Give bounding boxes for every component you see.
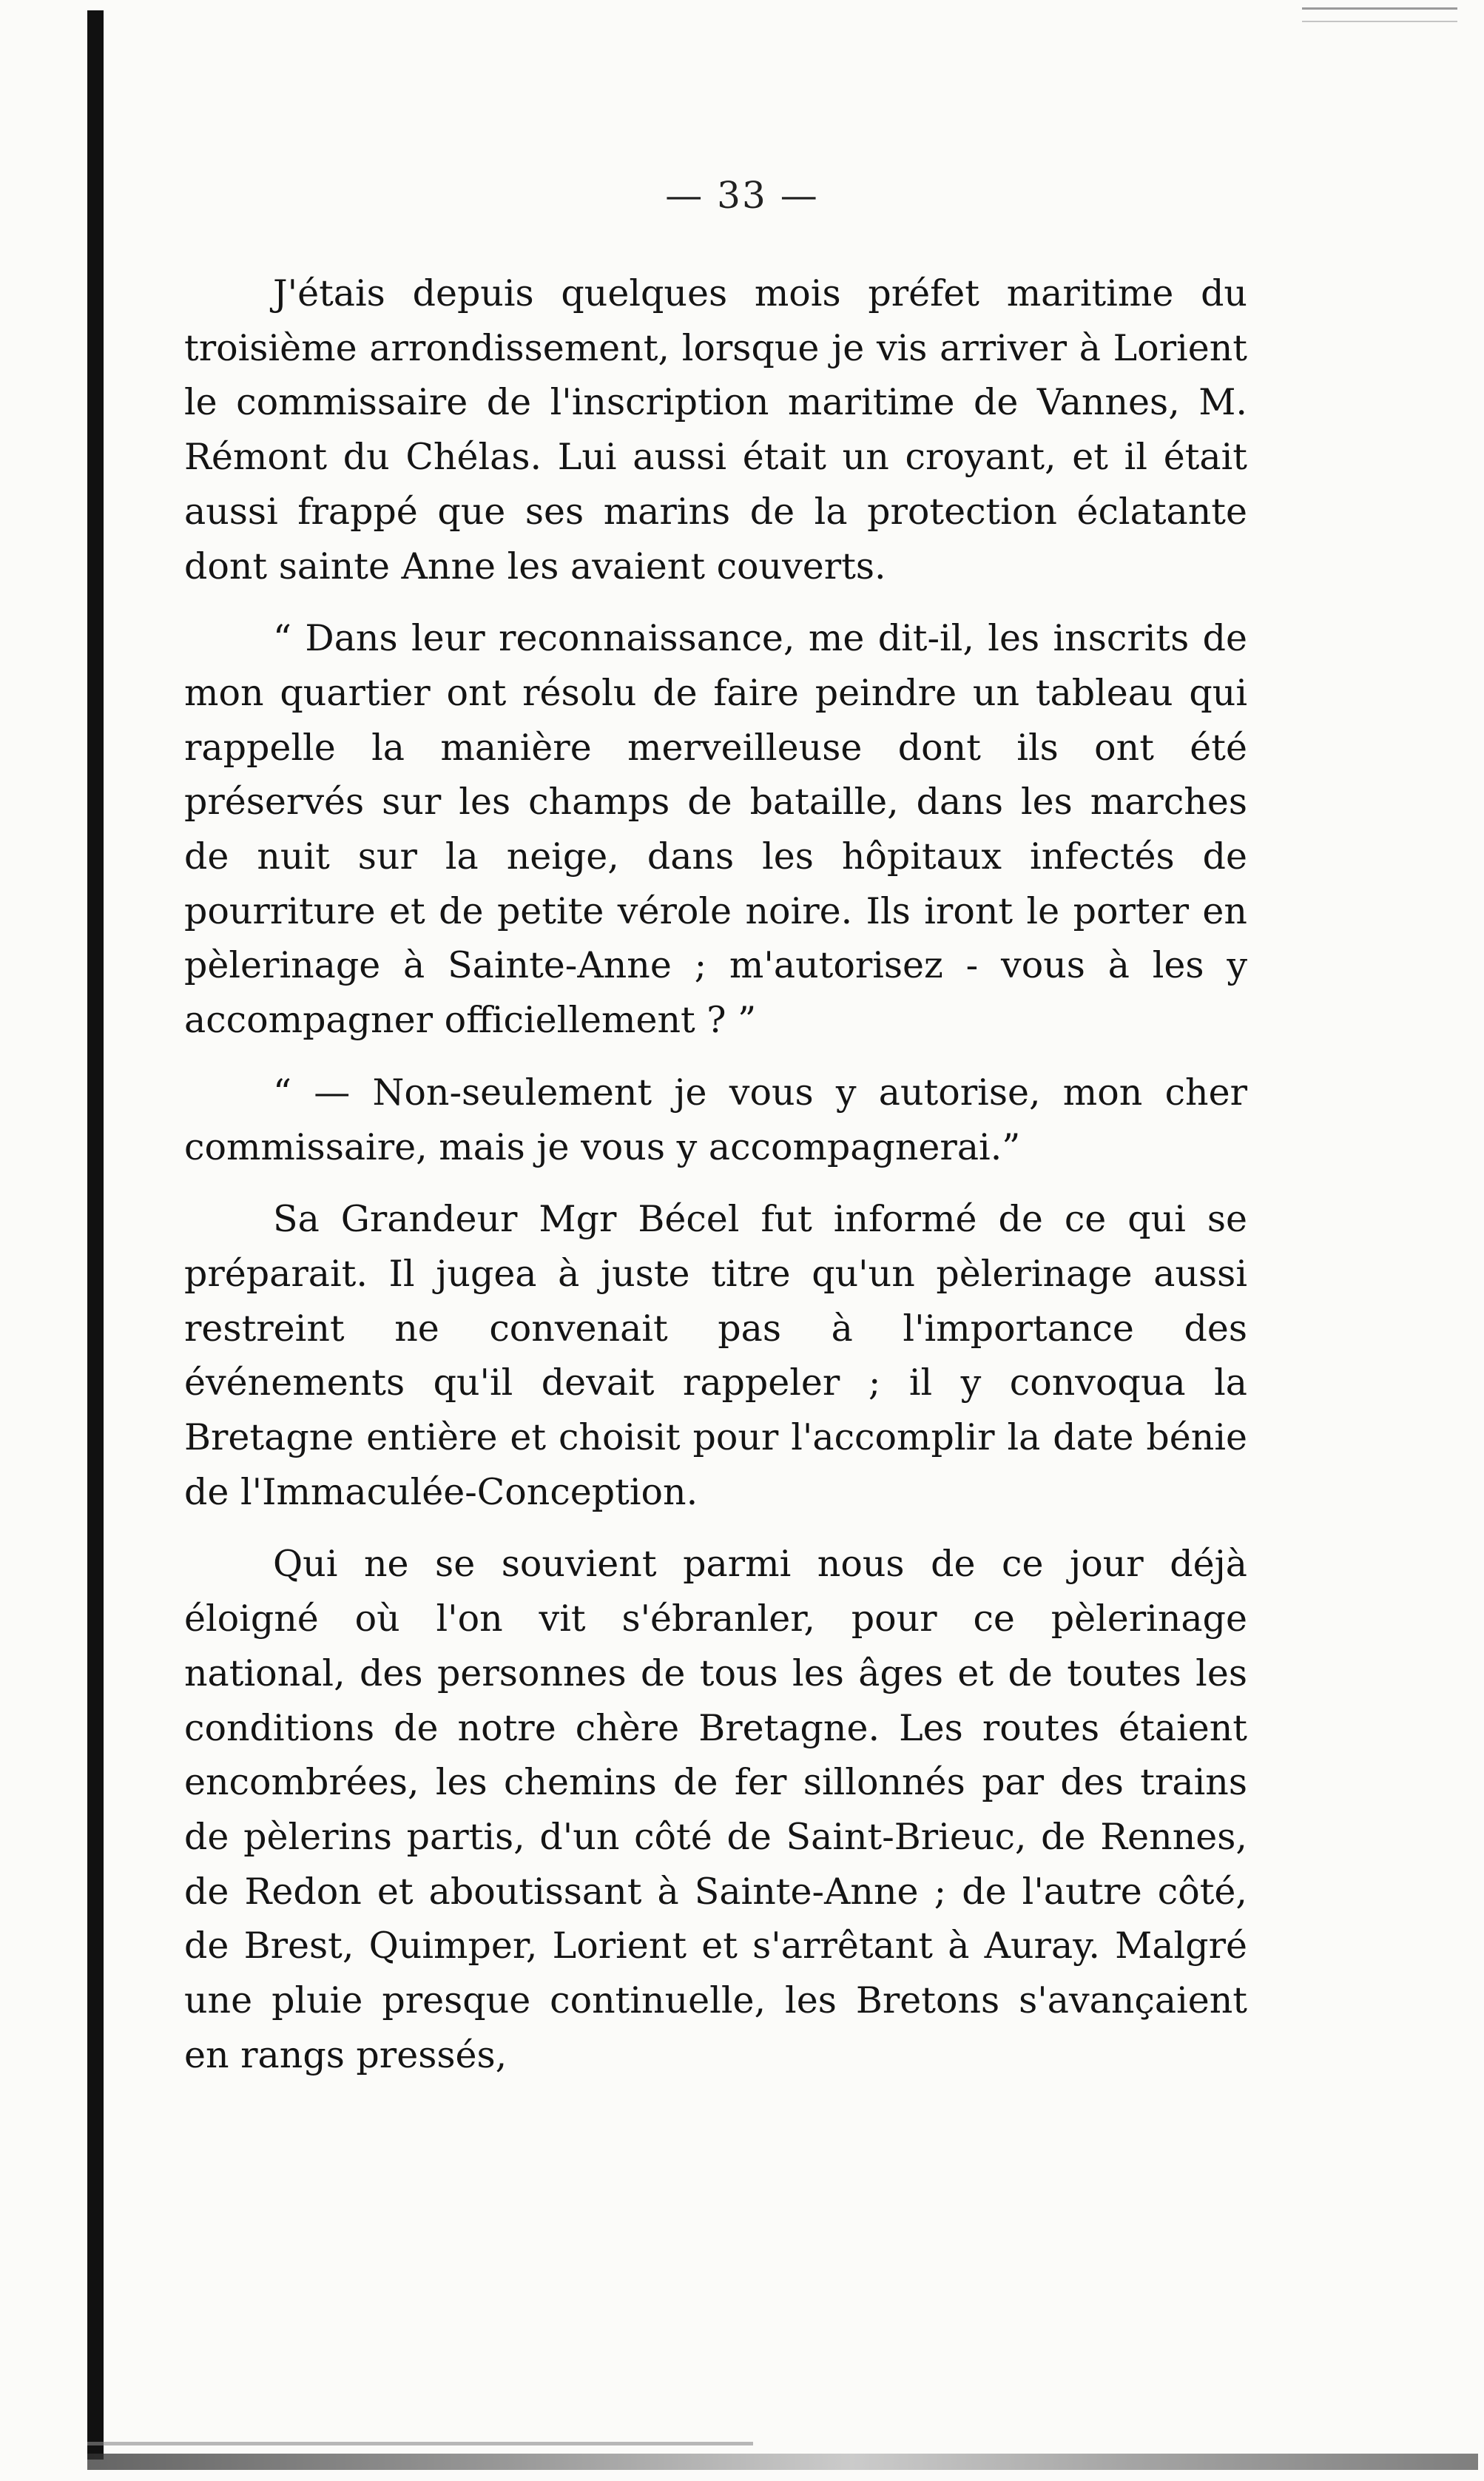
paragraph: Sa Grandeur Mgr Bécel fut informé de ce qui se préparait. Il jugea à juste titre qu'un pèlerinage aussi restreint ne convenait pas à l'importance des événements qu'il devait rappeler ; il y convoqua la Bretagne entière et choisit pour l'accomplir la date bénie de l'Immaculée-Conception. xyxy=(184,1198,1247,1513)
paragraph: “ — Non-seulement je vous y autorise, mon cher commissaire, mais je vous y accompagnerai.” xyxy=(184,1071,1247,1168)
top-edge-mark-secondary xyxy=(1302,21,1457,22)
bottom-edge-shadow xyxy=(87,2442,753,2445)
paragraph: Qui ne se souvient parmi nous de ce jour déjà éloigné où l'on vit s'ébranler, pour ce pèlerinage national, des personnes de tous les âges et de toutes les conditions de notre chère Bretagne. Les routes étaient encombrées, les chemins de fer sillonnés par des trains de pèlerins partis, d'un côté de Saint-Brieuc, de Rennes, de Redon et aboutissant à Sainte-Anne ; de l'autre côté, de Brest, Quimper, Lorient et s'arrêtant à Auray. Malgré une pluie presque continuelle, les Bretons s'avançaient en rangs pressés, xyxy=(184,1543,1247,2076)
paragraph: J'étais depuis quelques mois préfet maritime du troisième arrondissement, lorsque je vis arriver à Lorient le commissaire de l'inscription maritime de Vannes, M. Rémont du Chélas. Lui aussi était un croyant, et il était aussi frappé que ses marins de la protection éclatante dont sainte Anne les avaient couverts. xyxy=(184,272,1247,588)
body-text xyxy=(184,266,1247,2083)
bottom-page-edge xyxy=(87,2454,1478,2470)
top-edge-mark xyxy=(1302,7,1457,10)
paragraph: “ Dans leur reconnaissance, me dit-il, les inscrits de mon quartier ont résolu de faire peindre un tableau qui rappelle la manière merveilleuse dont ils ont été préservés sur les champs de bataille, dans les marches de nuit sur la neige, dans les hôpitaux infectés de pourriture et de petite vérole noire. Ils iront le porter en pèlerinage à Sainte-Anne ; m'autorisez - vous à les y accompagner officiellement ? ” xyxy=(184,617,1247,1042)
page-number: — 33 — xyxy=(665,174,819,217)
page-binding-edge xyxy=(87,10,104,2460)
